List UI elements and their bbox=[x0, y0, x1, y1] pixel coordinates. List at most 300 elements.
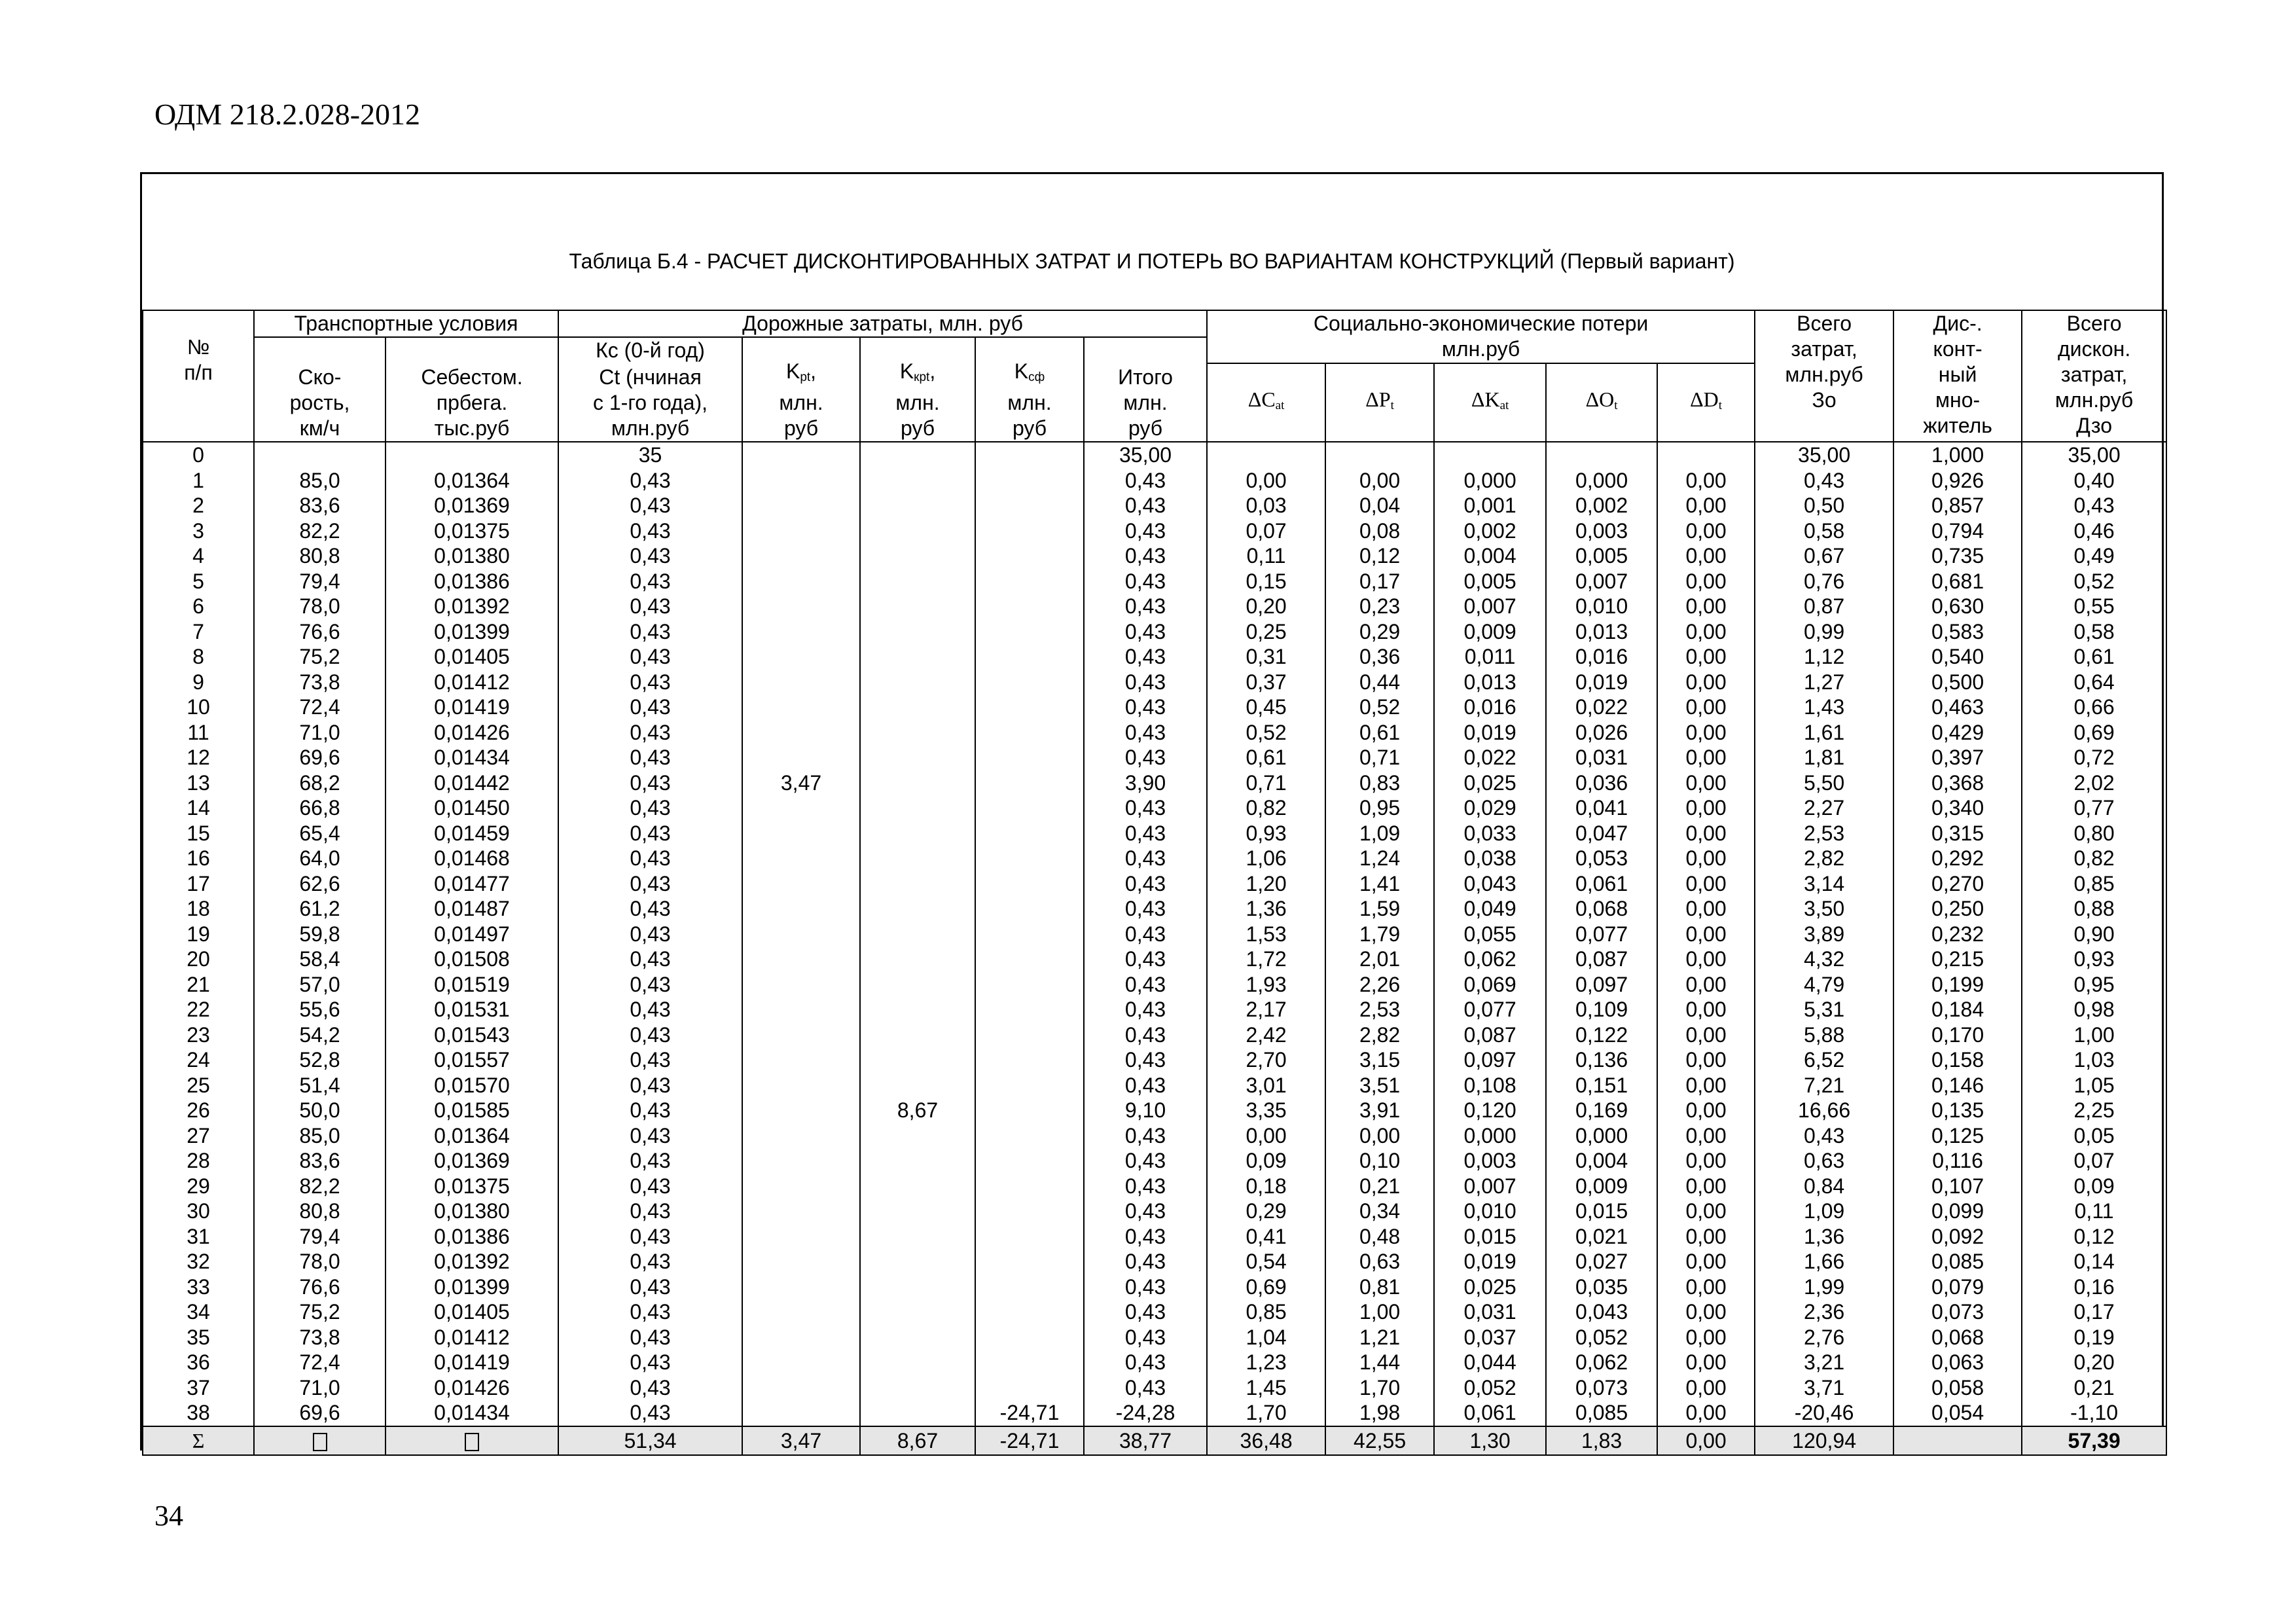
table-cell: 5,50 bbox=[1755, 770, 1893, 796]
table-cell: -24,28 bbox=[1084, 1400, 1207, 1426]
table-cell: 0,43 bbox=[1084, 922, 1207, 947]
table-cell: 0,43 bbox=[1084, 1148, 1207, 1174]
table-cell: 4,79 bbox=[1755, 972, 1893, 998]
table-cell: 14 bbox=[143, 795, 254, 821]
col-header-speed: Ско- рость, км/ч bbox=[254, 337, 386, 442]
table-cell: 0,31 bbox=[1207, 644, 1325, 670]
table-row bbox=[143, 468, 2166, 494]
table-cell: 0,429 bbox=[1893, 720, 2022, 746]
table-cell: 0,43 bbox=[558, 1400, 742, 1426]
table-cell: 0,43 bbox=[558, 493, 742, 518]
table-cell bbox=[975, 1350, 1084, 1375]
table-cell: 1,09 bbox=[1755, 1199, 1893, 1224]
total-cell: 1,30 bbox=[1434, 1426, 1546, 1455]
table-cell: 0,43 bbox=[558, 1249, 742, 1274]
table-cell: 0,315 bbox=[1893, 821, 2022, 846]
table-cell: 0,011 bbox=[1434, 644, 1546, 670]
table-cell: 0,43 bbox=[558, 1047, 742, 1073]
table-cell: 0,43 bbox=[558, 997, 742, 1022]
table-cell bbox=[975, 1299, 1084, 1325]
table-cell: 0,01419 bbox=[386, 695, 558, 720]
table-cell: 79,4 bbox=[254, 1224, 386, 1250]
table-cell: 0,019 bbox=[1434, 1249, 1546, 1274]
table-cell: 0,43 bbox=[558, 846, 742, 871]
table-cell: 0,058 bbox=[1893, 1375, 2022, 1401]
table-cell bbox=[386, 442, 558, 468]
table-cell: 0,43 bbox=[1084, 594, 1207, 619]
table-cell: 0,250 bbox=[1893, 896, 2022, 922]
col-header-kkpt: $K_{кpt}$, млн. руб bbox=[860, 337, 975, 442]
table-row bbox=[143, 1224, 2166, 1250]
table-cell: 3,47 bbox=[742, 770, 860, 796]
total-cell: 1,83 bbox=[1546, 1426, 1657, 1455]
table-cell: 0,01412 bbox=[386, 1325, 558, 1350]
table-cell: 2,26 bbox=[1325, 972, 1434, 998]
table-cell: 85,0 bbox=[254, 1123, 386, 1149]
table-cell: 0,00 bbox=[1657, 1299, 1755, 1325]
table-cell: 0,063 bbox=[1893, 1350, 2022, 1375]
table-row bbox=[143, 1073, 2166, 1098]
table-cell: 0,43 bbox=[558, 795, 742, 821]
table-cell bbox=[860, 745, 975, 770]
total-cell: 57,39 bbox=[2022, 1426, 2166, 1455]
table-cell: 0,43 bbox=[1084, 1274, 1207, 1300]
table-cell: 0,368 bbox=[1893, 770, 2022, 796]
table-row bbox=[143, 922, 2166, 947]
table-cell: 16 bbox=[143, 846, 254, 871]
table-cell: 0,00 bbox=[1657, 468, 1755, 494]
table-cell: 13 bbox=[143, 770, 254, 796]
table-cell: 85,0 bbox=[254, 468, 386, 494]
table-cell: 0,43 bbox=[1084, 1325, 1207, 1350]
table-cell: 83,6 bbox=[254, 493, 386, 518]
table-cell: 0,01399 bbox=[386, 1274, 558, 1300]
table-cell: 0,50 bbox=[1755, 493, 1893, 518]
table-cell: 5,88 bbox=[1755, 1022, 1893, 1048]
table-cell: 0,146 bbox=[1893, 1073, 2022, 1098]
table-cell: 0,00 bbox=[1657, 695, 1755, 720]
table-cell: 1,23 bbox=[1207, 1350, 1325, 1375]
table-cell: 71,0 bbox=[254, 720, 386, 746]
table-cell: 1,06 bbox=[1207, 846, 1325, 871]
table-cell: 1,45 bbox=[1207, 1375, 1325, 1401]
table-cell: 0,069 bbox=[1434, 972, 1546, 998]
col-header-discount-factor: Дис-. конт- ный мно- житель bbox=[1893, 310, 2022, 442]
table-cell bbox=[742, 1325, 860, 1350]
table-cell: 0,005 bbox=[1434, 569, 1546, 594]
table-cell: 3,90 bbox=[1084, 770, 1207, 796]
table-cell bbox=[975, 997, 1084, 1022]
table-cell: 10 bbox=[143, 695, 254, 720]
table-cell: 0,019 bbox=[1546, 670, 1657, 695]
table-cell: 0,11 bbox=[2022, 1199, 2166, 1224]
table-row bbox=[143, 594, 2166, 619]
table-cell: 19 bbox=[143, 922, 254, 947]
table-cell bbox=[742, 1224, 860, 1250]
table-cell: 8 bbox=[143, 644, 254, 670]
table-cell: 0,009 bbox=[1546, 1174, 1657, 1199]
table-cell: 2,25 bbox=[2022, 1098, 2166, 1123]
table-cell: 0,15 bbox=[1207, 569, 1325, 594]
table-cell: 0,72 bbox=[2022, 745, 2166, 770]
table-cell bbox=[975, 468, 1084, 494]
table-cell: 0,015 bbox=[1546, 1199, 1657, 1224]
table-row bbox=[143, 543, 2166, 569]
table-cell: 0,43 bbox=[1084, 619, 1207, 645]
table-cell bbox=[742, 644, 860, 670]
table-cell: 0,43 bbox=[1755, 468, 1893, 494]
table-cell bbox=[860, 1199, 975, 1224]
table-cell bbox=[742, 518, 860, 544]
table-cell: 0,43 bbox=[1084, 821, 1207, 846]
table-cell bbox=[742, 1073, 860, 1098]
table-cell: 0,109 bbox=[1546, 997, 1657, 1022]
table-cell bbox=[742, 1249, 860, 1274]
table-cell: 0,71 bbox=[1207, 770, 1325, 796]
table-cell bbox=[975, 972, 1084, 998]
table-cell: 35,00 bbox=[1755, 442, 1893, 468]
table-row bbox=[143, 1148, 2166, 1174]
table-cell: 0,54 bbox=[1207, 1249, 1325, 1274]
table-cell: 2,17 bbox=[1207, 997, 1325, 1022]
col-header-kpt: $K_{pt}$, млн. руб bbox=[742, 337, 860, 442]
table-cell bbox=[975, 1047, 1084, 1073]
table-cell bbox=[975, 871, 1084, 897]
table-cell: 72,4 bbox=[254, 695, 386, 720]
group-header-social-losses: Социально-экономические потери млн.руб bbox=[1207, 310, 1755, 363]
table-cell: 0,00 bbox=[1657, 670, 1755, 695]
table-cell: 0,43 bbox=[1084, 745, 1207, 770]
table-row bbox=[143, 795, 2166, 821]
table-cell: 0,002 bbox=[1546, 493, 1657, 518]
table-cell: 0,43 bbox=[2022, 493, 2166, 518]
table-cell: 0,169 bbox=[1546, 1098, 1657, 1123]
table-cell: 0,43 bbox=[1084, 720, 1207, 746]
table-cell: 36 bbox=[143, 1350, 254, 1375]
table-cell: 3 bbox=[143, 518, 254, 544]
table-cell: 0,794 bbox=[1893, 518, 2022, 544]
table-cell bbox=[860, 493, 975, 518]
table-cell: 0,037 bbox=[1434, 1325, 1546, 1350]
table-row bbox=[143, 770, 2166, 796]
table-cell: 0,184 bbox=[1893, 997, 2022, 1022]
table-cell bbox=[860, 896, 975, 922]
table-cell: 0,00 bbox=[1657, 846, 1755, 871]
table-cell bbox=[742, 670, 860, 695]
table-cell: 0,43 bbox=[1084, 468, 1207, 494]
table-cell: 80,8 bbox=[254, 1199, 386, 1224]
table-cell: 0,43 bbox=[558, 1098, 742, 1123]
table-cell: 55,6 bbox=[254, 997, 386, 1022]
table-cell bbox=[860, 543, 975, 569]
table-cell: 0,52 bbox=[2022, 569, 2166, 594]
table-cell bbox=[860, 644, 975, 670]
table-cell: 0,43 bbox=[1084, 846, 1207, 871]
table-row bbox=[143, 972, 2166, 998]
table-cell: 52,8 bbox=[254, 1047, 386, 1073]
table-cell: 0,00 bbox=[1657, 1199, 1755, 1224]
table-cell: 0,43 bbox=[558, 594, 742, 619]
table-cell: 31 bbox=[143, 1224, 254, 1250]
table-cell bbox=[1657, 442, 1755, 468]
table-cell: 0,025 bbox=[1434, 770, 1546, 796]
table-cell bbox=[975, 594, 1084, 619]
group-header-transport: Транспортные условия bbox=[254, 310, 558, 337]
table-cell: 0,43 bbox=[558, 745, 742, 770]
table-cell: 0,43 bbox=[558, 871, 742, 897]
table-cell: 0,85 bbox=[2022, 871, 2166, 897]
table-cell: 50,0 bbox=[254, 1098, 386, 1123]
table-cell: 0,000 bbox=[1546, 1123, 1657, 1149]
table-cell: 0,63 bbox=[1755, 1148, 1893, 1174]
table-cell: 0,43 bbox=[1084, 1249, 1207, 1274]
table-cell: 0,00 bbox=[1657, 770, 1755, 796]
table-row bbox=[143, 745, 2166, 770]
table-cell: 0,03 bbox=[1207, 493, 1325, 518]
table-cell: 69,6 bbox=[254, 745, 386, 770]
table-cell bbox=[860, 795, 975, 821]
table-cell: 35 bbox=[143, 1325, 254, 1350]
table-cell: 0,00 bbox=[1657, 896, 1755, 922]
table-cell: 0,021 bbox=[1546, 1224, 1657, 1250]
table-cell: 73,8 bbox=[254, 670, 386, 695]
table-cell: 0,681 bbox=[1893, 569, 2022, 594]
table-cell bbox=[975, 695, 1084, 720]
table-cell: 0,031 bbox=[1546, 745, 1657, 770]
table-cell: 3,21 bbox=[1755, 1350, 1893, 1375]
table-cell: 0,00 bbox=[1657, 1400, 1755, 1426]
group-header-road-costs: Дорожные затраты, млн. руб bbox=[558, 310, 1207, 337]
table-title: Таблица Б.4 - РАСЧЕТ ДИСКОНТИРОВАННЫХ ЗАТРАТ И ПОТЕРЬ ВО ВАРИАНТАМ КОНСТРУКЦИЙ (Первый вариант) bbox=[569, 249, 1735, 273]
table-cell: 0,52 bbox=[1325, 695, 1434, 720]
table-cell bbox=[975, 947, 1084, 972]
table-cell: 0,01434 bbox=[386, 745, 558, 770]
table-cell: 1,81 bbox=[1755, 745, 1893, 770]
total-cell: 0,00 bbox=[1657, 1426, 1755, 1455]
table-cell bbox=[742, 1199, 860, 1224]
table-cell: 0,43 bbox=[1084, 997, 1207, 1022]
table-cell bbox=[860, 947, 975, 972]
table-cell: 8,67 bbox=[860, 1098, 975, 1123]
table-cell: 0,43 bbox=[1084, 569, 1207, 594]
table-cell: 0,043 bbox=[1546, 1299, 1657, 1325]
table-cell: 0,099 bbox=[1893, 1199, 2022, 1224]
table-cell: 0,029 bbox=[1434, 795, 1546, 821]
table-cell: 18 bbox=[143, 896, 254, 922]
table-cell: 0,015 bbox=[1434, 1224, 1546, 1250]
table-cell: 32 bbox=[143, 1249, 254, 1274]
table-cell: 69,6 bbox=[254, 1400, 386, 1426]
table-row bbox=[143, 947, 2166, 972]
table-cell: 1,24 bbox=[1325, 846, 1434, 871]
table-cell: 0,43 bbox=[558, 770, 742, 796]
table-cell bbox=[742, 745, 860, 770]
table-cell bbox=[860, 619, 975, 645]
table-row bbox=[143, 442, 2166, 468]
table-cell: 1,53 bbox=[1207, 922, 1325, 947]
table-cell: 0,232 bbox=[1893, 922, 2022, 947]
table-cell: 0,00 bbox=[1657, 1325, 1755, 1350]
table-cell bbox=[1325, 442, 1434, 468]
table-cell: 0,43 bbox=[558, 670, 742, 695]
table-cell: 0,00 bbox=[1657, 1123, 1755, 1149]
table-cell: 0,18 bbox=[1207, 1174, 1325, 1199]
table-cell bbox=[742, 543, 860, 569]
table-cell bbox=[860, 1249, 975, 1274]
table-row bbox=[143, 1350, 2166, 1375]
col-header-cost-per-run: Себестом. прбега. тыс.руб bbox=[386, 337, 558, 442]
table-cell bbox=[860, 1174, 975, 1199]
table-cell bbox=[742, 1350, 860, 1375]
table-cell: 0,01497 bbox=[386, 922, 558, 947]
table-cell: 37 bbox=[143, 1375, 254, 1401]
table-cell: 0,01369 bbox=[386, 493, 558, 518]
table-cell: 0,01585 bbox=[386, 1098, 558, 1123]
table-cell: 1 bbox=[143, 468, 254, 494]
table-cell: 0,055 bbox=[1434, 922, 1546, 947]
total-cell: 120,94 bbox=[1755, 1426, 1893, 1455]
table-cell: -20,46 bbox=[1755, 1400, 1893, 1426]
table-cell bbox=[742, 1148, 860, 1174]
table-cell: 0,82 bbox=[2022, 846, 2166, 871]
table-cell: 0,000 bbox=[1546, 468, 1657, 494]
table-cell: 0,16 bbox=[2022, 1274, 2166, 1300]
table-cell: 0,21 bbox=[2022, 1375, 2166, 1401]
table-cell: 0,010 bbox=[1546, 594, 1657, 619]
total-cell bbox=[254, 1426, 386, 1455]
table-cell: 0,43 bbox=[1084, 1224, 1207, 1250]
col-header-total-discounted: Всего дискон. затрат, млн.руб Дзо bbox=[2022, 310, 2166, 442]
table-cell: 22 bbox=[143, 997, 254, 1022]
table-cell bbox=[975, 518, 1084, 544]
table-cell bbox=[975, 1249, 1084, 1274]
table-cell: 0,43 bbox=[558, 1174, 742, 1199]
table-cell: 0,84 bbox=[1755, 1174, 1893, 1199]
table-cell bbox=[742, 1375, 860, 1401]
table-cell: 0,136 bbox=[1546, 1047, 1657, 1073]
table-cell: 0,43 bbox=[558, 1148, 742, 1174]
table-cell: 71,0 bbox=[254, 1375, 386, 1401]
table-cell: 0,63 bbox=[1325, 1249, 1434, 1274]
table-cell: 35,00 bbox=[1084, 442, 1207, 468]
table-cell: 0,20 bbox=[1207, 594, 1325, 619]
table-row bbox=[143, 1249, 2166, 1274]
table-cell: 0,079 bbox=[1893, 1274, 2022, 1300]
table-cell: 62,6 bbox=[254, 871, 386, 897]
table-cell: 0,061 bbox=[1434, 1400, 1546, 1426]
col-header-number: № п/п bbox=[143, 310, 254, 442]
table-cell: 65,4 bbox=[254, 821, 386, 846]
table-cell: 0,80 bbox=[2022, 821, 2166, 846]
table-cell: 0,71 bbox=[1325, 745, 1434, 770]
table-cell bbox=[742, 493, 860, 518]
table-cell bbox=[975, 1148, 1084, 1174]
table-cell: 2,01 bbox=[1325, 947, 1434, 972]
table-cell: 0,43 bbox=[558, 1022, 742, 1048]
col-header-delta-cat: $\Delta C_{at}$ bbox=[1207, 363, 1325, 442]
table-cell: 12 bbox=[143, 745, 254, 770]
table-cell: 76,6 bbox=[254, 1274, 386, 1300]
table-cell: 0,41 bbox=[1207, 1224, 1325, 1250]
table-cell: 78,0 bbox=[254, 594, 386, 619]
table-cell: 0,00 bbox=[1657, 795, 1755, 821]
table-cell: 0,29 bbox=[1325, 619, 1434, 645]
table-cell: 0,85 bbox=[1207, 1299, 1325, 1325]
table-cell: 1,04 bbox=[1207, 1325, 1325, 1350]
table-cell bbox=[742, 569, 860, 594]
table-cell: 0,12 bbox=[1325, 543, 1434, 569]
table-cell: 0,69 bbox=[2022, 720, 2166, 746]
table-cell: 3,14 bbox=[1755, 871, 1893, 897]
col-header-ksf: $K_{сф}$ млн. руб bbox=[975, 337, 1084, 442]
table-cell: 0,151 bbox=[1546, 1073, 1657, 1098]
table-cell: 0,00 bbox=[1657, 947, 1755, 972]
table-cell: 0,004 bbox=[1546, 1148, 1657, 1174]
table-cell: 0,43 bbox=[1084, 1022, 1207, 1048]
table-cell: 1,00 bbox=[2022, 1022, 2166, 1048]
table-cell: 64,0 bbox=[254, 846, 386, 871]
table-cell: 0,43 bbox=[558, 972, 742, 998]
sum-symbol: Σ bbox=[143, 1426, 254, 1455]
table-cell: 0,43 bbox=[558, 1224, 742, 1250]
table-cell: 0,43 bbox=[558, 922, 742, 947]
total-cell: 8,67 bbox=[860, 1426, 975, 1455]
table-cell: 0,027 bbox=[1546, 1249, 1657, 1274]
table-cell: 0,43 bbox=[558, 1325, 742, 1350]
table-cell: 0,98 bbox=[2022, 997, 2166, 1022]
table-cell: 1,99 bbox=[1755, 1274, 1893, 1300]
table-cell: 3,01 bbox=[1207, 1073, 1325, 1098]
table-cell: 7,21 bbox=[1755, 1073, 1893, 1098]
table-cell: 1,09 bbox=[1325, 821, 1434, 846]
table-cell bbox=[742, 846, 860, 871]
table-cell: 0,00 bbox=[1657, 1350, 1755, 1375]
table-cell: 1,61 bbox=[1755, 720, 1893, 746]
table-cell: 16,66 bbox=[1755, 1098, 1893, 1123]
table-cell: 0,077 bbox=[1434, 997, 1546, 1022]
table-cell: 1,72 bbox=[1207, 947, 1325, 972]
table-cell: 0,540 bbox=[1893, 644, 2022, 670]
table-cell: 0,041 bbox=[1546, 795, 1657, 821]
table-cell: 0,05 bbox=[2022, 1123, 2166, 1149]
table-cell bbox=[742, 619, 860, 645]
table-cell: 0,01487 bbox=[386, 896, 558, 922]
table-cell bbox=[975, 1098, 1084, 1123]
table-cell bbox=[742, 1047, 860, 1073]
table-cell bbox=[860, 1400, 975, 1426]
table-cell: 0,003 bbox=[1546, 518, 1657, 544]
table-cell: 0,047 bbox=[1546, 821, 1657, 846]
table-cell: 0,43 bbox=[558, 821, 742, 846]
table-cell: 0,43 bbox=[558, 1375, 742, 1401]
table-row bbox=[143, 695, 2166, 720]
table-cell: 0,43 bbox=[1084, 795, 1207, 821]
table-cell bbox=[742, 442, 860, 468]
table-row bbox=[143, 896, 2166, 922]
table-cell: 0,013 bbox=[1434, 670, 1546, 695]
table-cell: 0,022 bbox=[1434, 745, 1546, 770]
table-cell bbox=[860, 997, 975, 1022]
table-cell: 0,00 bbox=[1657, 619, 1755, 645]
table-cell: 1,00 bbox=[1325, 1299, 1434, 1325]
table-cell: 0,93 bbox=[1207, 821, 1325, 846]
table-cell: 83,6 bbox=[254, 1148, 386, 1174]
table-cell: 0,292 bbox=[1893, 846, 2022, 871]
table-row bbox=[143, 1098, 2166, 1123]
col-header-total-road: Итого млн. руб bbox=[1084, 337, 1207, 442]
table-cell bbox=[975, 795, 1084, 821]
table-cell bbox=[1207, 442, 1325, 468]
